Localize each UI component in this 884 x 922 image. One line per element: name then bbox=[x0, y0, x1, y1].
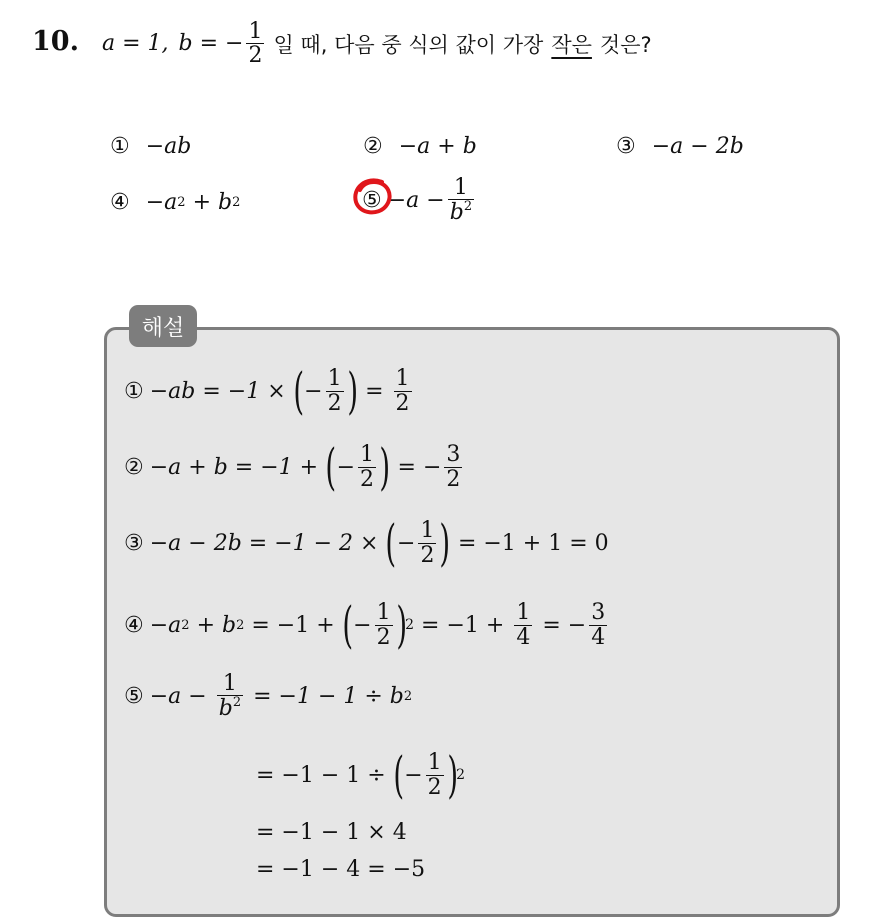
question-text: 일 때, 다음 중 식의 값이 가장 bbox=[273, 32, 544, 57]
a-condition: a = 1, bbox=[102, 31, 169, 57]
solution-line-6: = −1 − 1 ÷ ( − $\frac{1}{2}$ ) 2 bbox=[256, 746, 466, 804]
red-circle-mark bbox=[352, 176, 396, 220]
solution-line-4: ④ −a 2 + b 2 = −1 + ( − $\frac{1}{2}$ ) 2 = −1 + $\frac{1}{4}$ = − $\frac{3}{4}$ bbox=[124, 596, 606, 654]
selected-answer-mark: ⑤ bbox=[362, 188, 382, 213]
underlined-keyword: 작은 bbox=[551, 32, 592, 57]
choice-4[interactable]: ④ −a 2 + b 2 bbox=[110, 190, 241, 215]
choice-1[interactable]: ① −ab bbox=[110, 134, 192, 159]
solution-line-3: ③ −a − 2b = −1 − 2 × ( − $\frac{1}{2}$ ) = −1 + 1 = 0 bbox=[124, 514, 609, 572]
solution-line-1: ① −ab = −1 × ( − $\frac{1}{2}$ ) = $\frac{1}{2}$ bbox=[124, 362, 410, 420]
solution-line-7: = −1 − 1 × 4 bbox=[256, 820, 407, 845]
question-text-end: 것은? bbox=[599, 32, 652, 57]
solution-line-8: = −1 − 4 = −5 bbox=[256, 857, 426, 882]
solution-line-2: ② −a + b = −1 + ( − $\frac{1}{2}$ ) = − $\frac{3}{2}$ bbox=[124, 438, 461, 496]
choice-5[interactable]: ⑤ −a − $\frac{1}{b^2}$ bbox=[362, 176, 477, 224]
choice-5-fraction: $\frac{1}{b^2}$ bbox=[449, 175, 473, 226]
solution-tag: 해설 bbox=[129, 305, 197, 347]
choice-2[interactable]: ② −a + b bbox=[363, 134, 477, 159]
b-fraction: $\frac{1}{2}$ bbox=[248, 19, 263, 69]
question-number: 10. bbox=[32, 26, 79, 57]
b-condition: b = − bbox=[178, 31, 244, 57]
choice-3[interactable]: ③ −a − 2b bbox=[616, 134, 744, 159]
solution-line-5: ⑤ −a − $\frac{1}{b^2}$ = −1 − 1 ÷ b 2 bbox=[124, 671, 413, 722]
question-stem bbox=[102, 20, 652, 67]
